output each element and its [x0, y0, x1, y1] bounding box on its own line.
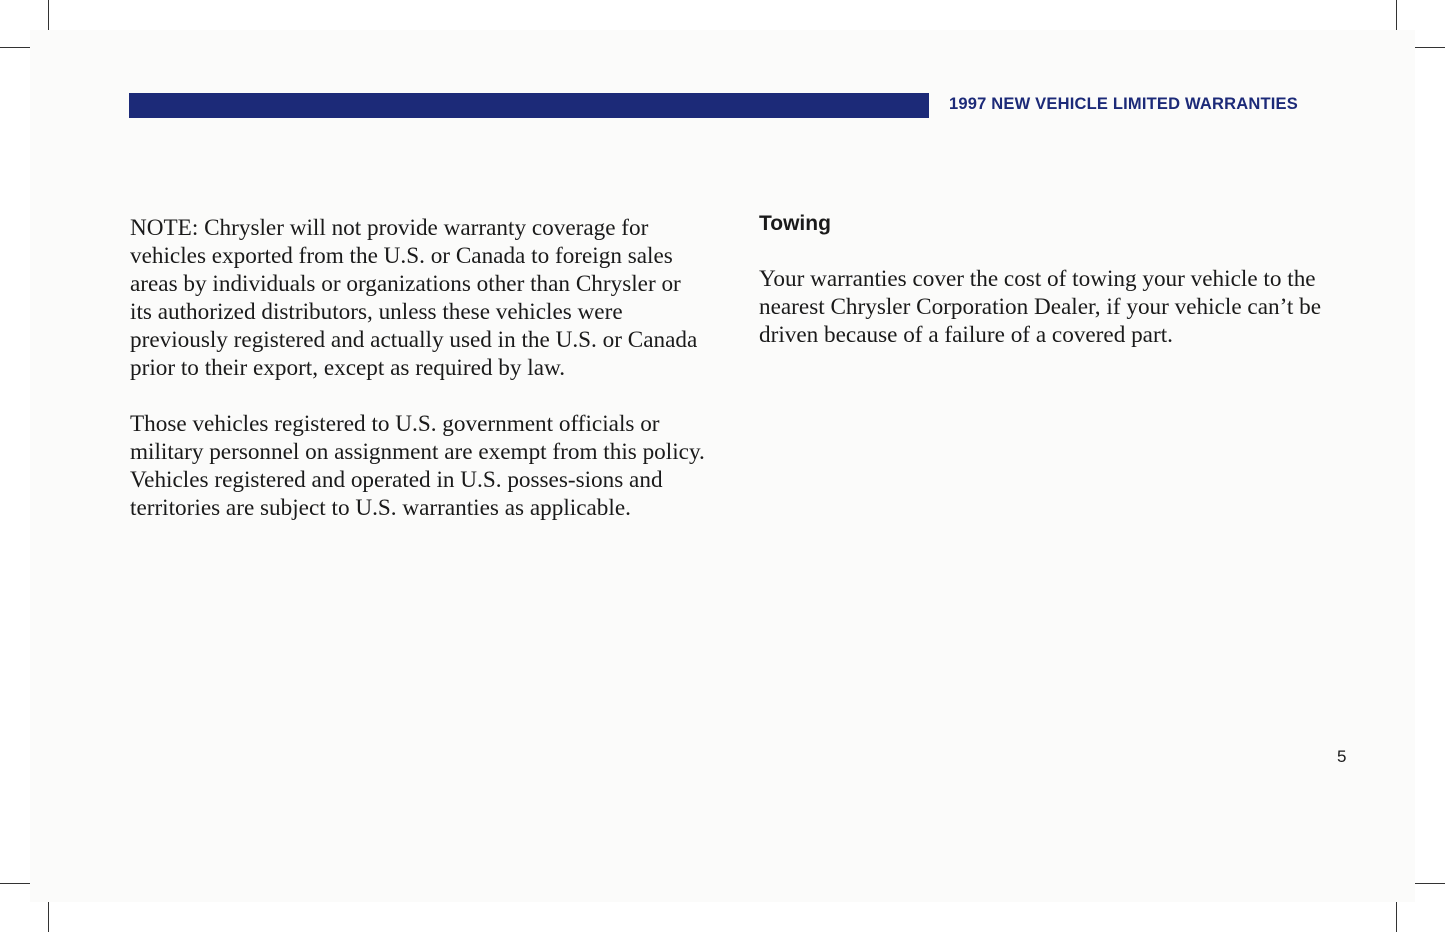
header-color-bar	[129, 93, 929, 118]
right-column	[759, 212, 1349, 349]
towing-heading: Towing	[759, 212, 831, 235]
towing-paragraph: Your warranties cover the cost of towing your vehicle to the nearest Chrysler Corporation Dealer, if your vehicle can’t be driven because of a failure of a covered part.	[759, 266, 1322, 348]
crop-mark-top-right-horizontal	[1411, 47, 1445, 48]
note-text: Chrysler will not provide warranty coverage for vehicles exported from the U.S. or Canada to foreign sales areas by individuals or organizations other than Chrysler or its authorized distributors, unless these vehicles were previously registered and actually used in the U.S. or Canada prior to their export, except as required by law.	[130, 215, 698, 381]
crop-mark-top-right-vertical	[1396, 0, 1397, 34]
crop-mark-bottom-right-horizontal	[1411, 883, 1445, 884]
left-column	[130, 214, 708, 550]
running-header-title: 1997 NEW VEHICLE LIMITED WARRANTIES	[949, 95, 1298, 113]
page-number: 5	[1337, 747, 1347, 766]
note-label: NOTE:	[130, 215, 199, 241]
crop-mark-top-left-horizontal	[0, 47, 34, 48]
crop-mark-bottom-right-vertical	[1396, 898, 1397, 932]
note-paragraph	[130, 214, 708, 382]
exemption-paragraph: Those vehicles registered to U.S. government officials or military personnel on assignment are exempt from this policy. Vehicles registered and operated in U.S. posses-sions and territories are subject to U.S. warranties as applicable.	[130, 411, 705, 521]
crop-mark-top-left-vertical	[48, 0, 49, 34]
crop-mark-bottom-left-vertical	[48, 898, 49, 932]
crop-mark-bottom-left-horizontal	[0, 883, 34, 884]
